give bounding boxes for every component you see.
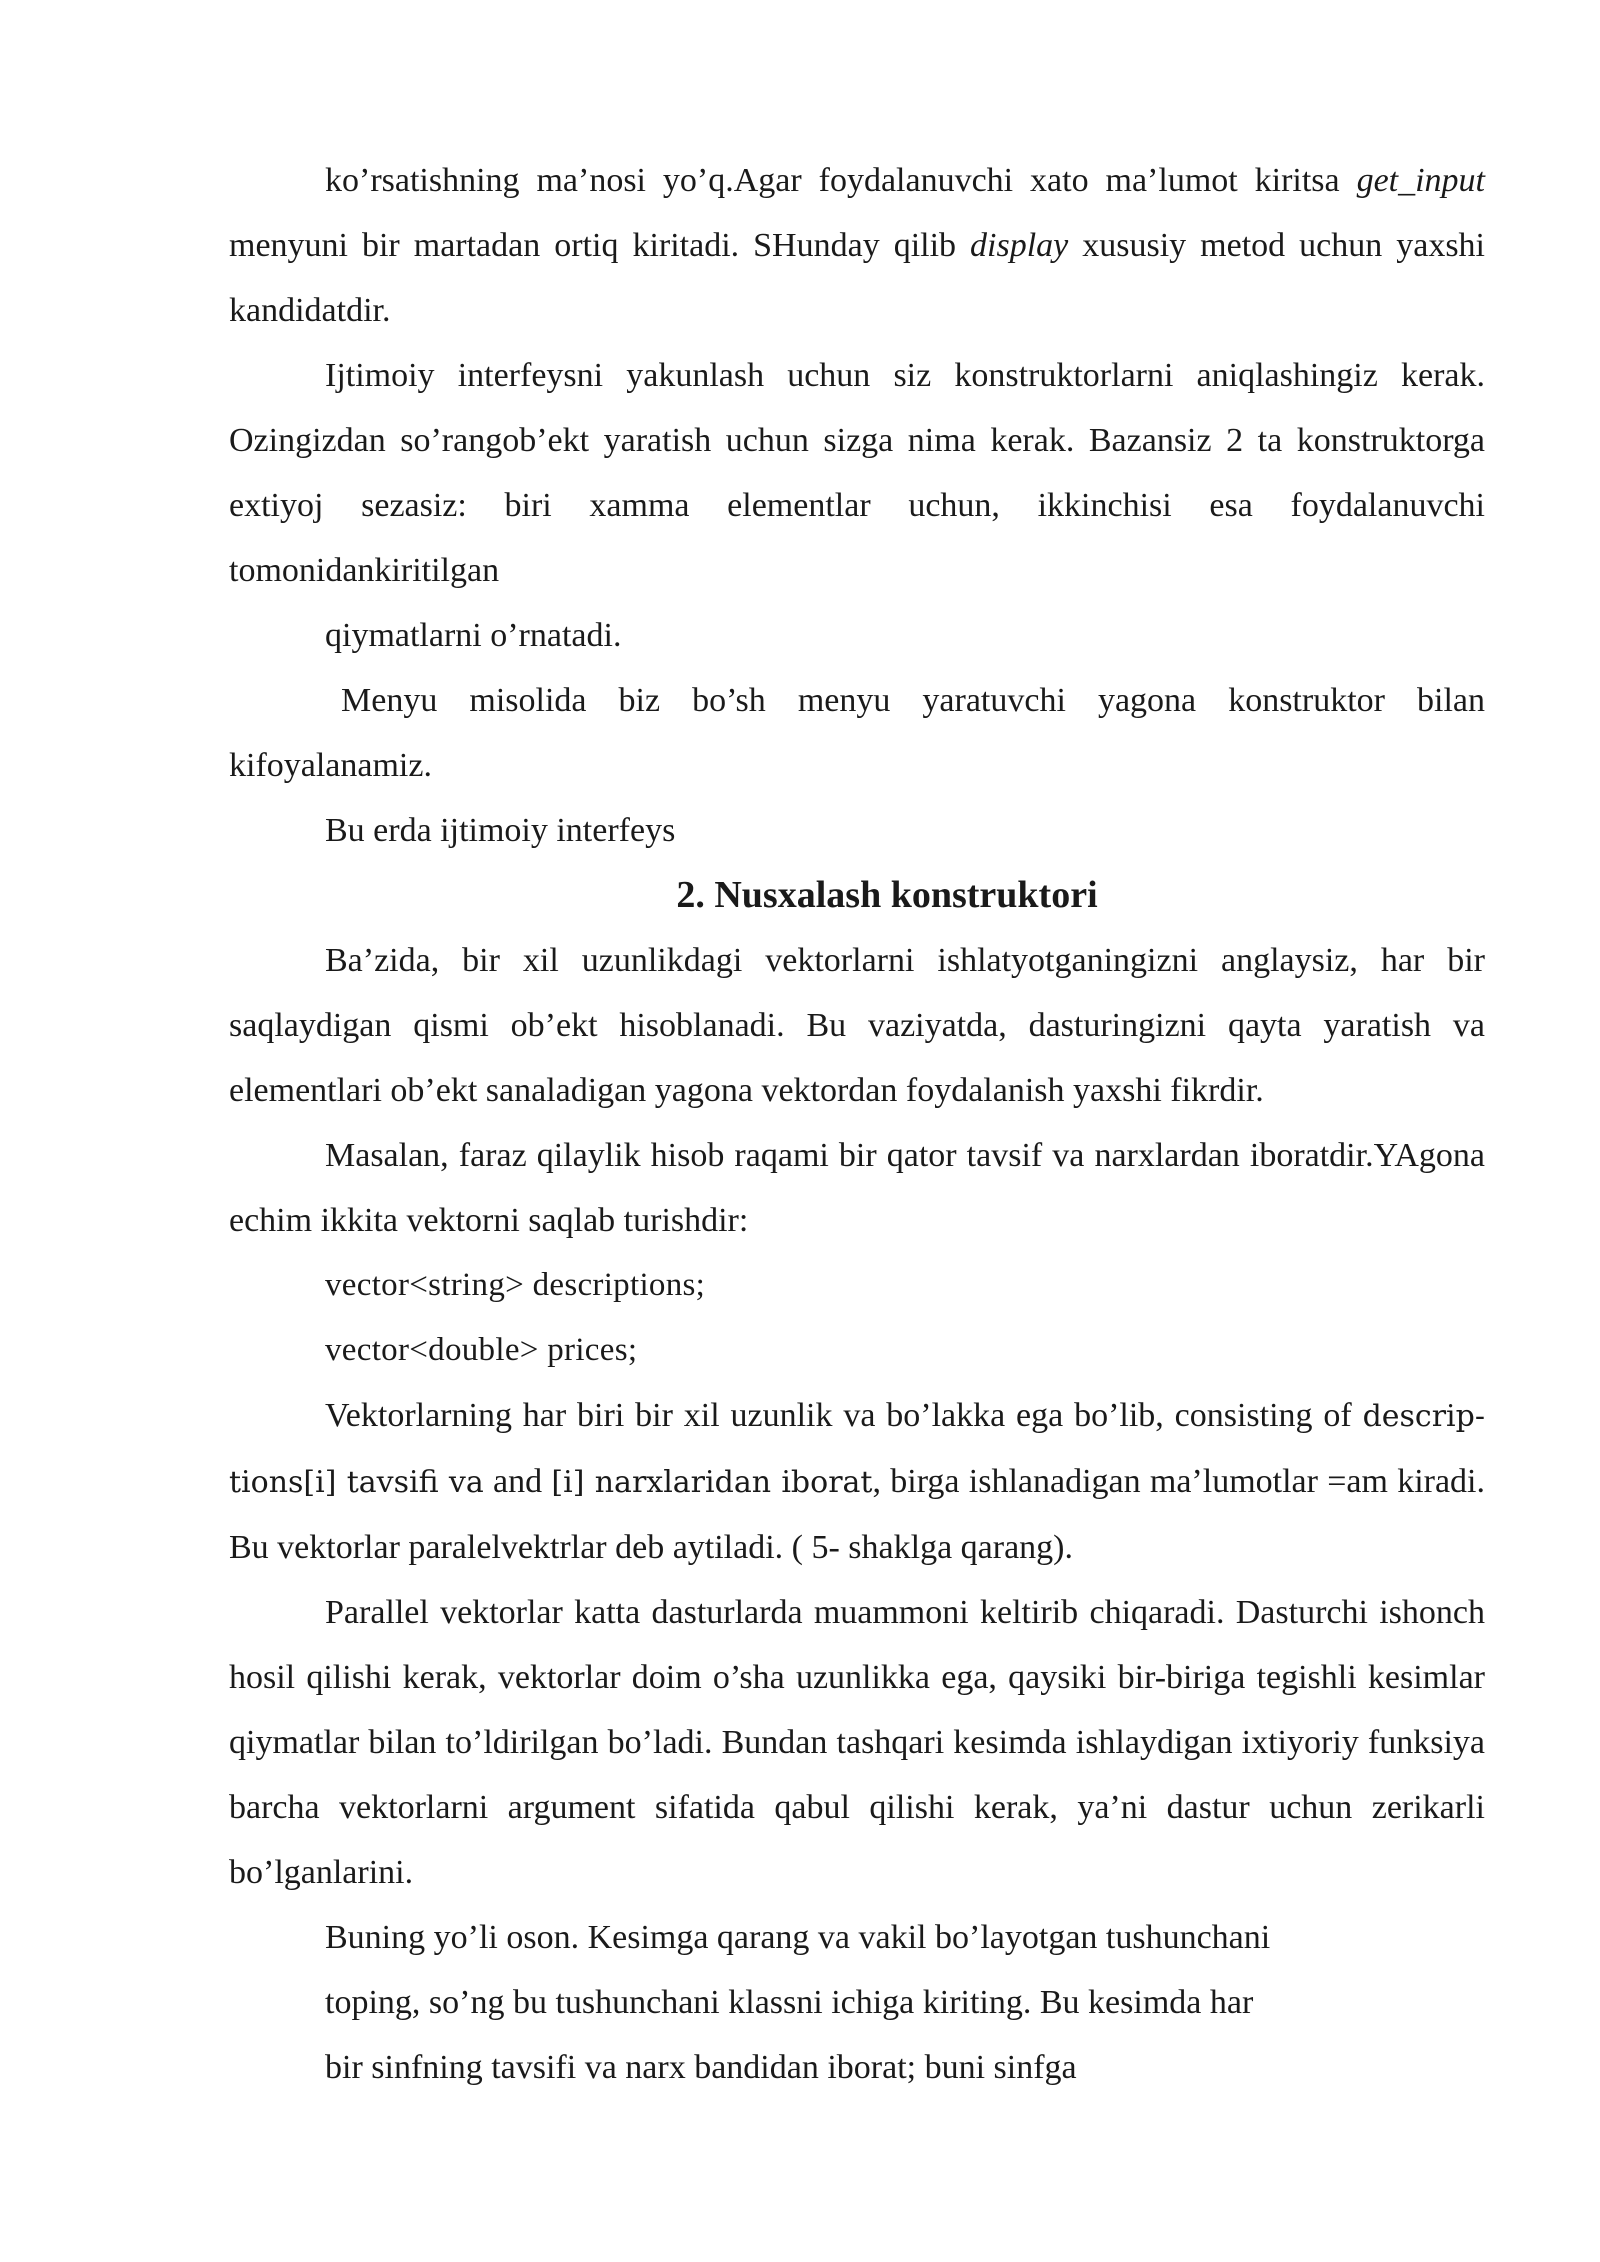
paragraph-4: Menyu misolida biz bo’sh menyu yaratuvchi yagona konstruktor bilan kifoyalanamiz.	[229, 682, 1485, 784]
paragraph-10-line-1: Buning yo’li oson. Kesimga qarang va vakil bo’layotgan tushunchani	[325, 1919, 1271, 1956]
code-term-get-input: get_input	[1356, 162, 1485, 199]
paragraph-7: Masalan, faraz qilaylik hisob raqami bir qator tavsif va narxlardan iboratdir.YAgona echim ikkita vektorni saqlab turishdir:	[229, 1137, 1485, 1239]
paragraph-8: Vektorlarning har biri bir xil uzunlik va bo’lakka ega bo’lib, consisting of descrip-tions[i] tavsifi va and [i] narxlaridan iborat, birga ishlanadigan ma’lumotlar =am kiradi. Bu vektorlar paralelvektrlar deb aytiladi. ( 5- shaklga qarang).	[229, 1397, 1486, 1566]
paragraph-5: Bu erda ijtimoiy interfeys	[325, 812, 676, 849]
code-term-display: display	[970, 227, 1069, 264]
code-line-prices: vector<double> prices;	[325, 1332, 638, 1368]
paragraph-9: Parallel vektorlar katta dasturlarda muammoni keltirib chiqaradi. Dasturchi ishonch hosil qilishi kerak, vektorlar doim o’sha uzunlikka ega, qaysiki bir-biriga tegishli kesimlar qiymatlar bilan to’ldirilgan bo’ladi. Bundan tashqari kesimda ishlaydigan ixtiyoriy funksiya barcha vektorlarni argument sifatida qabul qilishi kerak, ya’ni dastur uchun zerikarli bo’lganlarini.	[229, 1594, 1485, 1891]
paragraph-1: ko’rsatishning ma’nosi yo’q.Agar foydalanuvchi xato ma’lumot kiritsa get_input menyuni bir martadan ortiq kiritadi. SHunday qilib display xususiy metod uchun yaxshi kandidatdir.	[229, 162, 1485, 329]
paragraph-3: qiymatlarni o’rnatadi.	[325, 617, 622, 654]
code-line-descriptions: vector<string> descriptions;	[325, 1267, 706, 1303]
document-page	[229, 148, 1485, 2100]
paragraph-10-line-2: toping, so’ng bu tushunchani klassni ichiga kiriting. Bu kesimda har	[325, 1984, 1254, 2021]
paragraph-6: Ba’zida, bir xil uzunlikdagi vektorlarni ishlatyotganingizni anglaysiz, har bir saqlaydigan qismi ob’ekt hisoblanadi. Bu vaziyatda, dasturingizni qayta yaratish va elementlari ob’ekt sanaladigan yagona vektordan foydalanish yaxshi fikrdir.	[229, 942, 1485, 1109]
paragraph-2: Ijtimoiy interfeysni yakunlash uchun siz konstruktorlarni aniqlashingiz kerak. Ozingizdan so’rangob’ekt yaratish uchun sizga nima kerak. Bazansiz 2 ta konstruktorga extiyoj sezasiz: biri xamma elementlar uchun, ikkinchisi esa foydalanuvchi tomonidankiritilgan	[229, 357, 1485, 589]
paragraph-10-line-3: bir sinfning tavsifi va narx bandidan iborat; buni sinfga	[325, 2049, 1077, 2086]
section-heading: 2. Nusxalash konstruktori	[676, 874, 1098, 916]
